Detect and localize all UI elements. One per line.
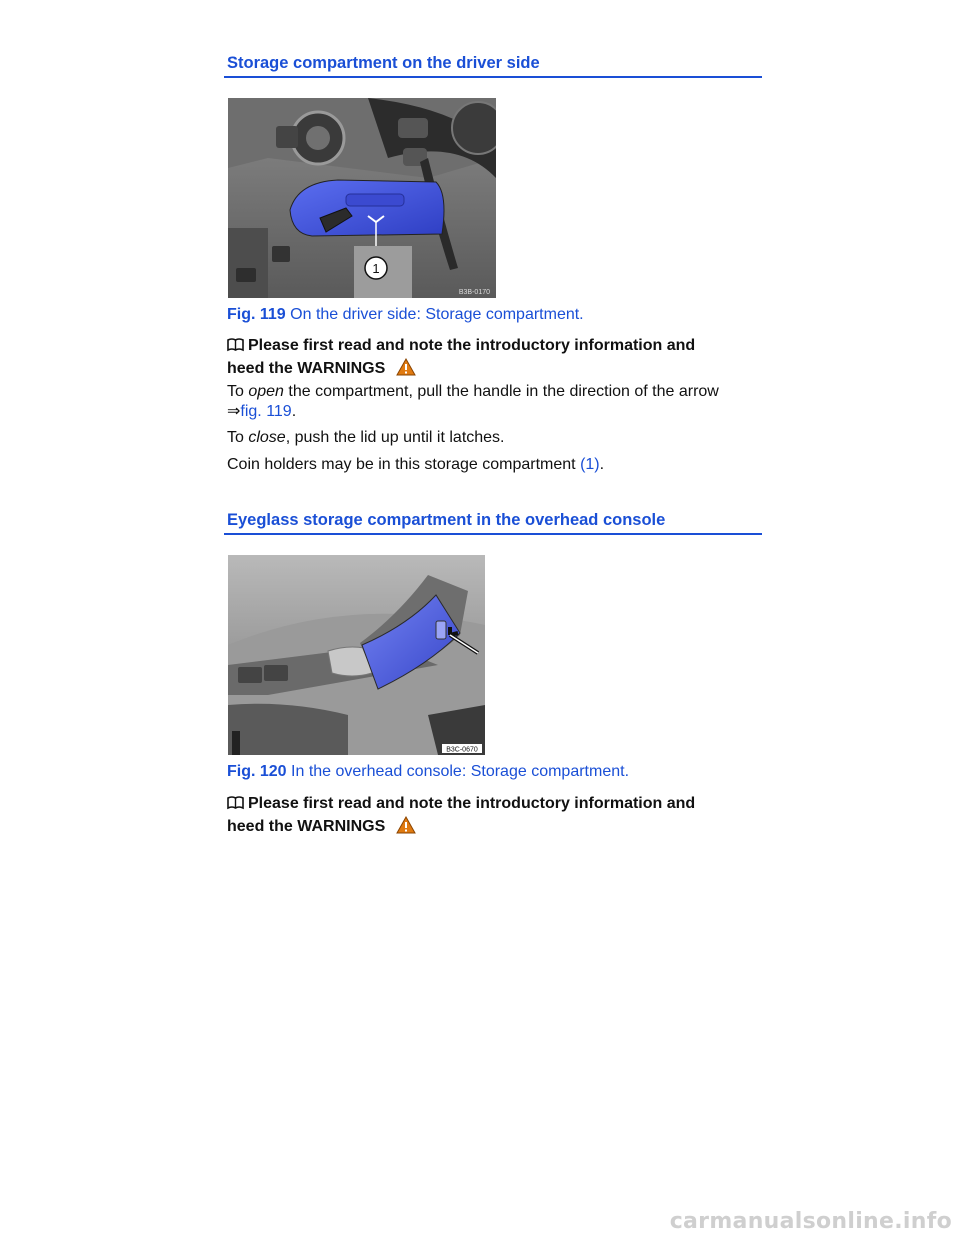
warning-triangle-icon[interactable] [396,358,416,382]
watermark: carmanualsonline.info [669,1209,952,1234]
figure-code: B3C-0670 [446,746,478,754]
text: , push the lid up until it latches. [285,429,505,446]
figure-120-caption [227,763,629,781]
warning-triangle-icon[interactable] [396,816,416,840]
figure-119-image [228,98,496,298]
figure-119-caption [227,306,584,324]
section-driver-storage [224,54,762,78]
text: . [291,403,297,420]
paragraph-close [227,428,762,448]
note-line-1: Please first read and note the introductory information and [248,795,696,812]
fig-119-link[interactable]: fig. 119 [240,403,292,420]
section-heading: Storage compartment on the driver side [224,54,762,78]
section-heading: Eyeglass storage compartment in the overhead console [224,511,762,535]
emphasis: close [248,429,286,446]
caption-text: On the driver side: Storage compartment. [290,306,584,323]
caption-label: Fig. 119 [227,306,286,323]
book-icon[interactable] [227,796,244,816]
figure-code: B3B-0170 [458,289,490,296]
note-line-2: heed the WARNINGS [227,818,386,835]
figure-callout-1: 1 [372,261,380,276]
paragraph-open [227,382,762,422]
intro-note [227,794,762,840]
text: . [599,456,605,473]
figure-120-image [228,555,485,755]
callout-1-link[interactable]: (1) [580,456,600,473]
emphasis: open [248,383,284,400]
text: To [227,383,249,400]
double-arrow-icon: ⇒ [227,403,241,420]
note-line-2: heed the WARNINGS [227,360,386,377]
section-eyeglass-storage [224,511,762,535]
caption-text: In the overhead console: Storage compartment. [291,763,630,780]
text: the compartment, pull the handle in the direction of the arrow [283,383,719,400]
note-line-1: Please first read and note the introductory information and [248,337,696,354]
text: Coin holders may be in this storage compartment [227,456,581,473]
paragraph-coin-holders [227,455,762,475]
caption-label: Fig. 120 [227,763,287,780]
intro-note [227,336,762,382]
book-icon[interactable] [227,338,244,358]
text: To [227,429,249,446]
